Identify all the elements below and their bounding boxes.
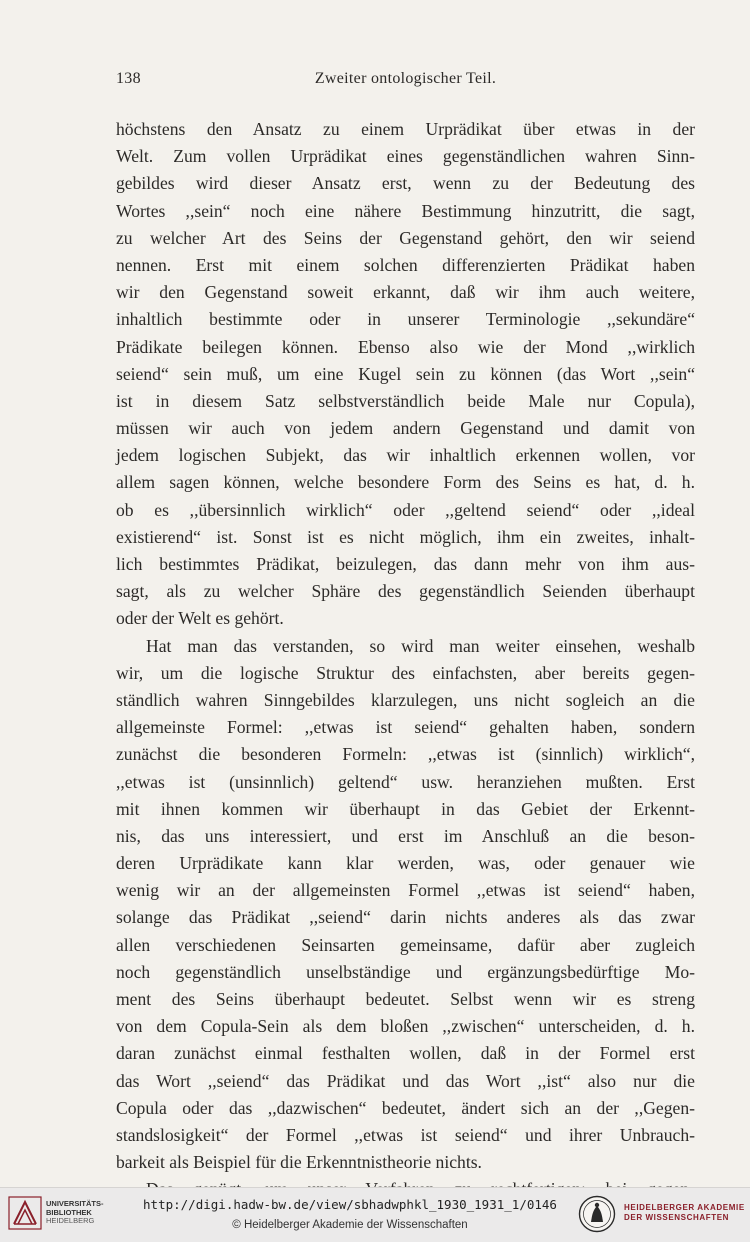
body-text — [116, 116, 695, 1204]
text-line: solange das Prädikat ,,seiend“ darin nichts anderes als das zwar — [116, 907, 695, 928]
library-name-line2: BIBLIOTHEK — [46, 1207, 92, 1217]
text-line: zunächst die besonderen Formeln: ,,etwas ist (sinnlich) wirklich“, — [116, 744, 695, 765]
academy-name-line2: DER WISSENSCHAFTEN — [624, 1213, 730, 1222]
text-line: seiend“ sein muß, um eine Kugel sein zu können (das Wort ,,sein“ — [116, 363, 695, 384]
text-line: Prädikate beilegen können. Ebenso also wie der Mond ,,wirklich — [116, 336, 695, 357]
footer-bar — [0, 1187, 750, 1242]
academy-seal-icon — [578, 1195, 616, 1233]
academy-name — [624, 1203, 745, 1223]
university-library-name — [46, 1200, 104, 1226]
text-line: ,,etwas ist (unsinnlich) geltend“ usw. heranziehen mußten. Erst — [116, 771, 695, 792]
text-line: barkeit als Beispiel für die Erkenntnistheorie nichts. — [116, 1152, 482, 1173]
text-line: Wortes ,,sein“ noch eine nähere Bestimmung hinzutritt, die sagt, — [116, 200, 695, 221]
page-header — [116, 70, 695, 94]
text-line: ist in diesem Satz selbstverständlich beide Male nur Copula), — [116, 390, 695, 411]
text-line: jedem logischen Subjekt, das wir inhaltlich erkennen wollen, vor — [116, 445, 695, 466]
text-line: Welt. Zum vollen Urprädikat eines gegenständlichen wahren Sinn- — [116, 146, 695, 167]
page-number: 138 — [116, 70, 141, 87]
text-line: ob es ,,übersinnlich wirklich“ oder ,,geltend seiend“ oder ,,ideal — [116, 499, 695, 520]
text-line: allgemeinste Formel: ,,etwas ist seiend“ gehalten haben, sondern — [116, 717, 695, 738]
text-line: inhaltlich bestimmte oder in unserer Terminologie ,,sekundäre“ — [116, 309, 695, 330]
text-line: deren Urprädikate kann klar werden, was, oder genauer wie — [116, 853, 695, 874]
text-line: wenig wir an der allgemeinsten Formel ,,etwas ist seiend“ haben, — [116, 880, 695, 901]
paragraph-start-line: Hat man das verstanden, so wird man weiter einsehen, weshalb — [146, 635, 695, 656]
text-line: standslosigkeit“ der Formel ,,etwas ist seiend“ und ihrer Unbrauch- — [116, 1124, 695, 1145]
text-line: ständlich wahren Sinngebildes klarzulegen, uns nicht sogleich an die — [116, 689, 695, 710]
text-line: oder der Welt es gehört. — [116, 608, 284, 629]
running-title: Zweiter ontologischer Teil. — [314, 70, 497, 87]
text-line: müssen wir auch von jedem andern Gegenstand und damit von — [116, 418, 695, 439]
text-line: lich bestimmtes Prädikat, beizulegen, das dann mehr von ihm aus- — [116, 554, 695, 574]
text-line: allen verschiedenen Seinsarten gemeinsame, dafür aber zugleich — [116, 934, 695, 955]
text-line: sagt, als zu welcher Sphäre des gegenständlich Seienden überhaupt — [116, 581, 695, 602]
text-line: gebildes wird dieser Ansatz erst, wenn zu der Bedeutung des — [116, 173, 695, 194]
text-line: mit ihnen kommen wir überhaupt in das Gebiet der Erkennt- — [116, 798, 695, 819]
library-name-line1: UNIVERSITÄTS- — [46, 1199, 104, 1208]
text-line: daran zunächst einmal festhalten wollen, daß in der Formel erst — [116, 1043, 695, 1064]
academy-name-line1: HEIDELBERGER AKADEMIE — [624, 1203, 745, 1212]
permalink-url[interactable]: http://digi.hadw-bw.de/view/sbhadwphkl_1930_1931_1/0146 — [143, 1197, 557, 1212]
text-line: nis, das uns interessiert, und erst im Anschluß an die beson- — [116, 825, 695, 846]
text-line: das Wort ,,seiend“ das Prädikat und das Wort ,,ist“ also nur die — [116, 1070, 695, 1091]
text-line: noch gegenständlich unselbständige und ergänzungsbedürftige Mo- — [116, 961, 695, 982]
copyright-notice: © Heidelberger Akademie der Wissenschaften — [232, 1219, 468, 1231]
text-line: wir, um die logische Struktur des einfachsten, aber bereits gegen- — [116, 662, 695, 683]
text-line: höchstens den Ansatz zu einem Urprädikat über etwas in der — [116, 119, 695, 139]
library-city: HEIDELBERG — [46, 1216, 95, 1225]
text-line: zu welcher Art des Seins der Gegenstand gehört, den wir seiend — [116, 227, 695, 248]
text-line: Copula oder das ,,dazwischen“ bedeutet, ändert sich an der ,,Gegen- — [116, 1097, 695, 1118]
text-line: existierend“ ist. Sonst ist es nicht möglich, ihm ein zweites, inhalt- — [116, 526, 695, 547]
university-library-logo-icon — [8, 1196, 42, 1230]
text-line: ment des Seins überhaupt bedeutet. Selbst wenn wir es streng — [116, 989, 695, 1009]
text-line: nennen. Erst mit einem solchen differenzierten Prädikat haben — [116, 254, 695, 275]
text-line: wir den Gegenstand soweit erkannt, daß wir ihm auch weitere, — [116, 282, 695, 303]
text-line: allem sagen können, welche besondere Form des Seins es hat, d. h. — [116, 472, 695, 493]
text-line: von dem Copula-Sein als dem bloßen ,,zwischen“ unterscheiden, d. h. — [116, 1016, 695, 1037]
